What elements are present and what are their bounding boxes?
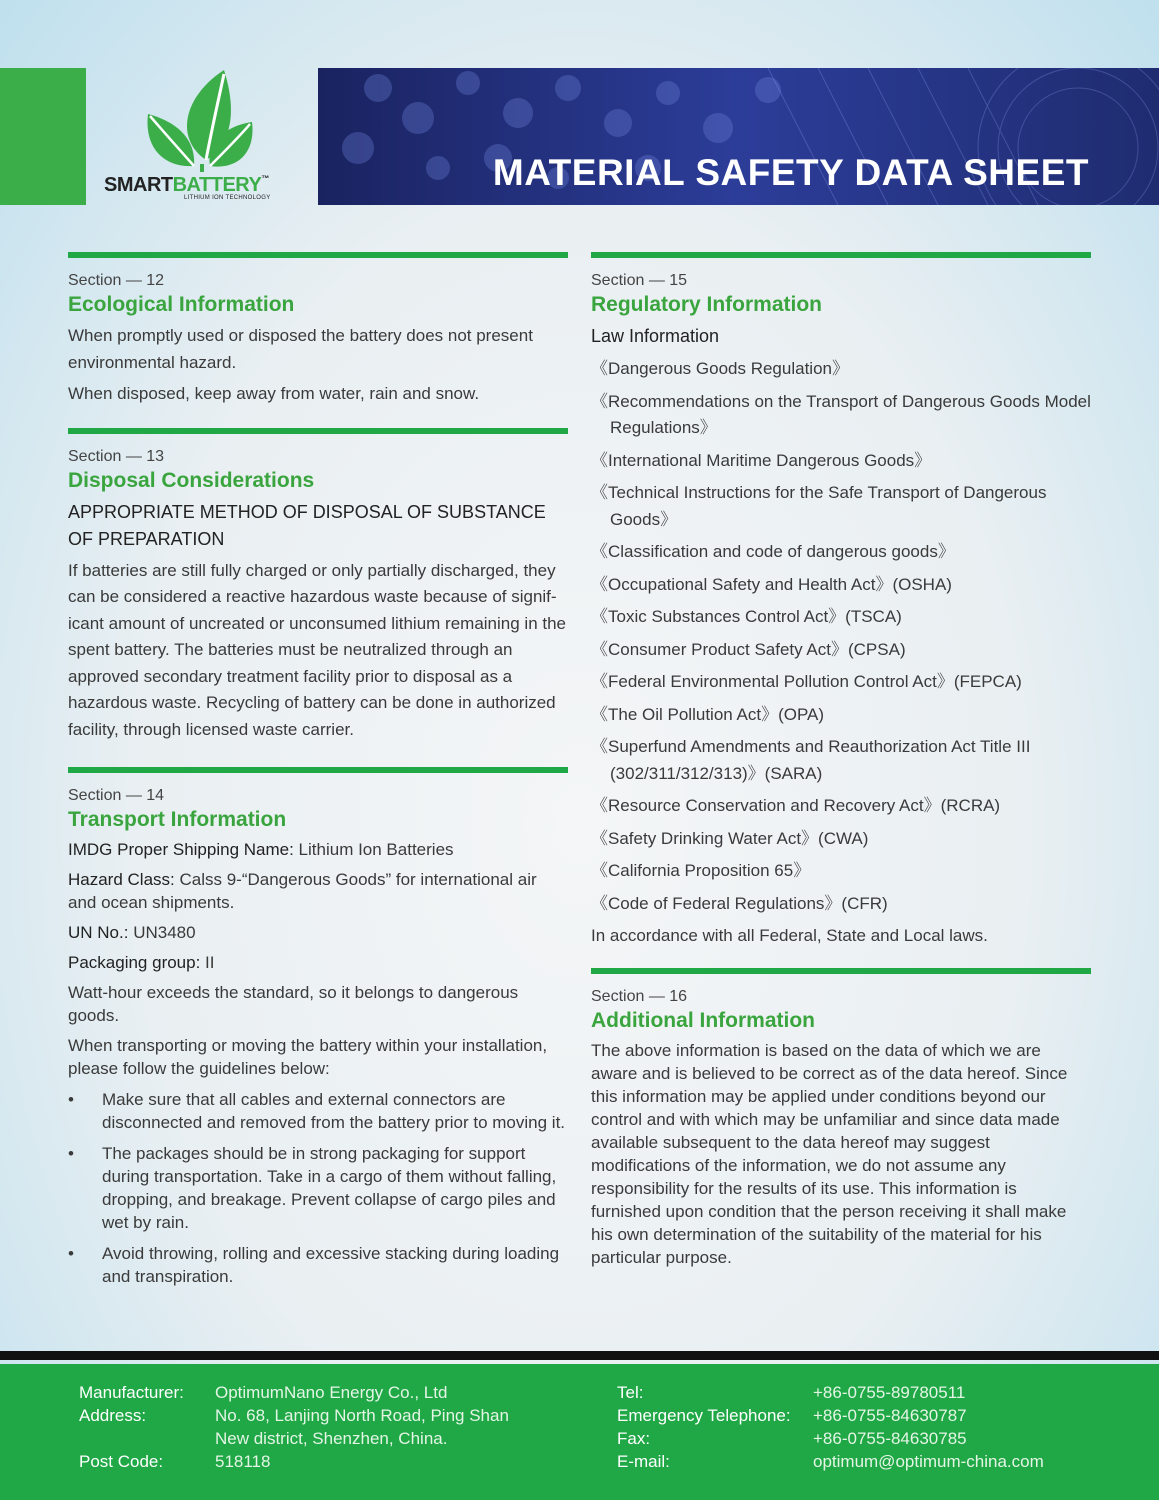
paragraph: The above information is based on the data of which we are aware and is believed to be correct as of the data hereof. Since this information may be applied under conditions beyond our control and with which may be unfamiliar and since data made available subsequent to the data hereof may suggest modifications of the information, we do not assume any responsibility for the results of its use. This information is furnished upon condition that the person receiving it shall make his own determination of the suitability of the material for his particular purpose. xyxy=(591,1040,1068,1267)
section-divider xyxy=(68,767,568,773)
brand-logo xyxy=(86,68,318,205)
section-title: Regulatory Information xyxy=(591,293,823,316)
manufacturer-label: Manufacturer: xyxy=(79,1383,184,1402)
section-number: Section — 13 xyxy=(68,447,165,465)
tel-value[interactable]: +86-0755-89780511 xyxy=(813,1383,966,1402)
field-label: UN No.: xyxy=(68,923,129,942)
brand-name: SMARTBATTERY™ xyxy=(104,174,269,196)
packaging-group-field xyxy=(68,951,568,974)
section-number: Section — 14 xyxy=(68,787,165,804)
section-title: Disposal Considerations xyxy=(68,468,315,492)
section-15 xyxy=(591,252,1091,950)
email-link[interactable]: optimum@optimum-china.com xyxy=(813,1452,1044,1471)
section-number: Section — 12 xyxy=(68,272,165,289)
section-divider xyxy=(591,968,1091,974)
footer-divider xyxy=(0,1351,1159,1360)
field-value: Calss 9-“Dangerous Goods” for international air and ocean shipments. xyxy=(68,870,537,912)
emergency-label: Emergency Telephone: xyxy=(617,1406,791,1425)
paragraph: When transporting or moving the battery within your installation, please follow the guidelines below: xyxy=(68,1036,548,1078)
fax-value: +86-0755-84630785 xyxy=(813,1429,967,1448)
bullet-icon: • xyxy=(68,1244,74,1263)
section-number: Section — 15 xyxy=(591,272,688,289)
list-item: • The packages should be in strong packaging for support during transportation. Take in a cargo of them without falling, dropping, and breakage. Prevent collapse of cargo piles and wet by rain. xyxy=(68,1144,557,1232)
section-divider xyxy=(591,252,1091,258)
email-label: E-mail: xyxy=(617,1452,670,1471)
law-item: 《Code of Federal Regulations》(CFR) xyxy=(591,893,888,913)
left-column xyxy=(68,252,568,1296)
section-14 xyxy=(68,767,568,1288)
hazard-class-field xyxy=(68,868,568,914)
law-item: 《International Maritime Dangerous Goods》 xyxy=(591,450,932,470)
section-subtitle: APPROPRIATE METHOD OF DISPOSAL OF SUBSTANCE OF PREPARATION xyxy=(68,501,546,549)
postcode-label: Post Code: xyxy=(79,1452,164,1471)
footer xyxy=(0,1364,1159,1500)
section-divider xyxy=(68,252,568,258)
law-item: 《Technical Instructions for the Safe Transport of Dangerous Goods》 xyxy=(591,483,1047,529)
fax-label: Fax: xyxy=(617,1429,651,1448)
field-label: Hazard Class: xyxy=(68,870,175,889)
paragraph: If batteries are still fully charged or only partially discharged, they can be considered a reactive hazardous waste because of signif-icant amount of uncreated or unconsumed lithium remaining in the spent battery. The batteries must be neutralized through an approved secondary treatment facility prior to disposal as a hazardous waste. Recycling of battery can be done in authorized facility, through licensed waste carrier. xyxy=(68,560,567,739)
address-line-2: New district, Shenzhen, China. xyxy=(215,1429,448,1448)
address-line-1: No. 68, Lanjing North Road, Ping Shan xyxy=(215,1406,509,1425)
address-label: Address: xyxy=(79,1406,147,1425)
law-item: 《Federal Environmental Pollution Control Act》(FEPCA) xyxy=(591,672,1022,691)
law-item: 《The Oil Pollution Act》(OPA) xyxy=(591,704,825,724)
emergency-value[interactable]: +86-0755-84630787 xyxy=(813,1406,967,1425)
bullet-icon: • xyxy=(68,1144,74,1163)
header-banner xyxy=(318,68,1159,205)
un-number-field xyxy=(68,921,568,944)
field-value: Lithium Ion Batteries xyxy=(293,840,454,859)
field-label: Packaging group: xyxy=(68,953,201,972)
section-subtitle: Law Information xyxy=(591,326,720,346)
right-column xyxy=(591,252,1091,1269)
paragraph: Watt-hour exceeds the standard, so it belongs to dangerous goods. xyxy=(68,983,519,1025)
section-13 xyxy=(68,428,568,744)
tel-label: Tel: xyxy=(617,1383,644,1402)
closing-text: In accordance with all Federal, State and Local laws. xyxy=(591,926,988,945)
manufacturer-value: OptimumNano Energy Co., Ltd xyxy=(215,1383,448,1402)
header-green-block xyxy=(0,68,86,205)
law-item: 《Consumer Product Safety Act》(CPSA) xyxy=(591,639,906,659)
postcode-value: 518118 xyxy=(215,1452,271,1471)
section-title: Ecological Information xyxy=(68,293,295,316)
law-item: 《Superfund Amendments and Reauthorization Act Title III (302/311/312/313)》(SARA) xyxy=(591,737,1031,783)
law-item: 《Dangerous Goods Regulation》 xyxy=(591,359,849,378)
law-item: 《Recommendations on the Transport of Dangerous Goods Model Regulations》 xyxy=(591,391,1091,437)
law-item: 《Toxic Substances Control Act》(TSCA) xyxy=(591,607,902,626)
list-item: • Avoid throwing, rolling and excessive stacking during loading and transpiration. xyxy=(68,1244,560,1286)
field-value: UN3480 xyxy=(128,923,196,942)
law-item: 《Occupational Safety and Health Act》(OSHA) xyxy=(591,574,952,594)
brand-tagline: LITHIUM ION TECHNOLOGY xyxy=(184,195,271,201)
section-divider xyxy=(68,428,568,434)
guidelines-list xyxy=(68,1088,568,1288)
paragraph: When disposed, keep away from water, rain and snow. xyxy=(68,384,480,403)
section-title: Additional Information xyxy=(591,1008,815,1032)
section-12 xyxy=(68,252,568,408)
section-16 xyxy=(591,968,1091,1269)
law-item: 《Resource Conservation and Recovery Act》(RCRA) xyxy=(591,796,1001,815)
shipping-name-field xyxy=(68,838,568,861)
law-item: 《California Proposition 65》 xyxy=(591,861,811,880)
field-value: II xyxy=(200,953,215,972)
section-title: Transport Information xyxy=(68,808,287,831)
page-title: MATERIAL SAFETY DATA SHEET xyxy=(492,152,1089,193)
section-number: Section — 16 xyxy=(591,987,688,1005)
field-label: IMDG Proper Shipping Name: xyxy=(68,840,294,859)
law-item: 《Safety Drinking Water Act》(CWA) xyxy=(591,828,869,848)
paragraph: When promptly used or disposed the battery does not present environmental hazard. xyxy=(68,326,533,372)
list-item: • Make sure that all cables and external connectors are disconnected and removed from the battery prior to moving it. xyxy=(68,1090,566,1132)
law-item: 《Classification and code of dangerous goods》 xyxy=(591,542,955,561)
bullet-icon: • xyxy=(68,1090,74,1109)
